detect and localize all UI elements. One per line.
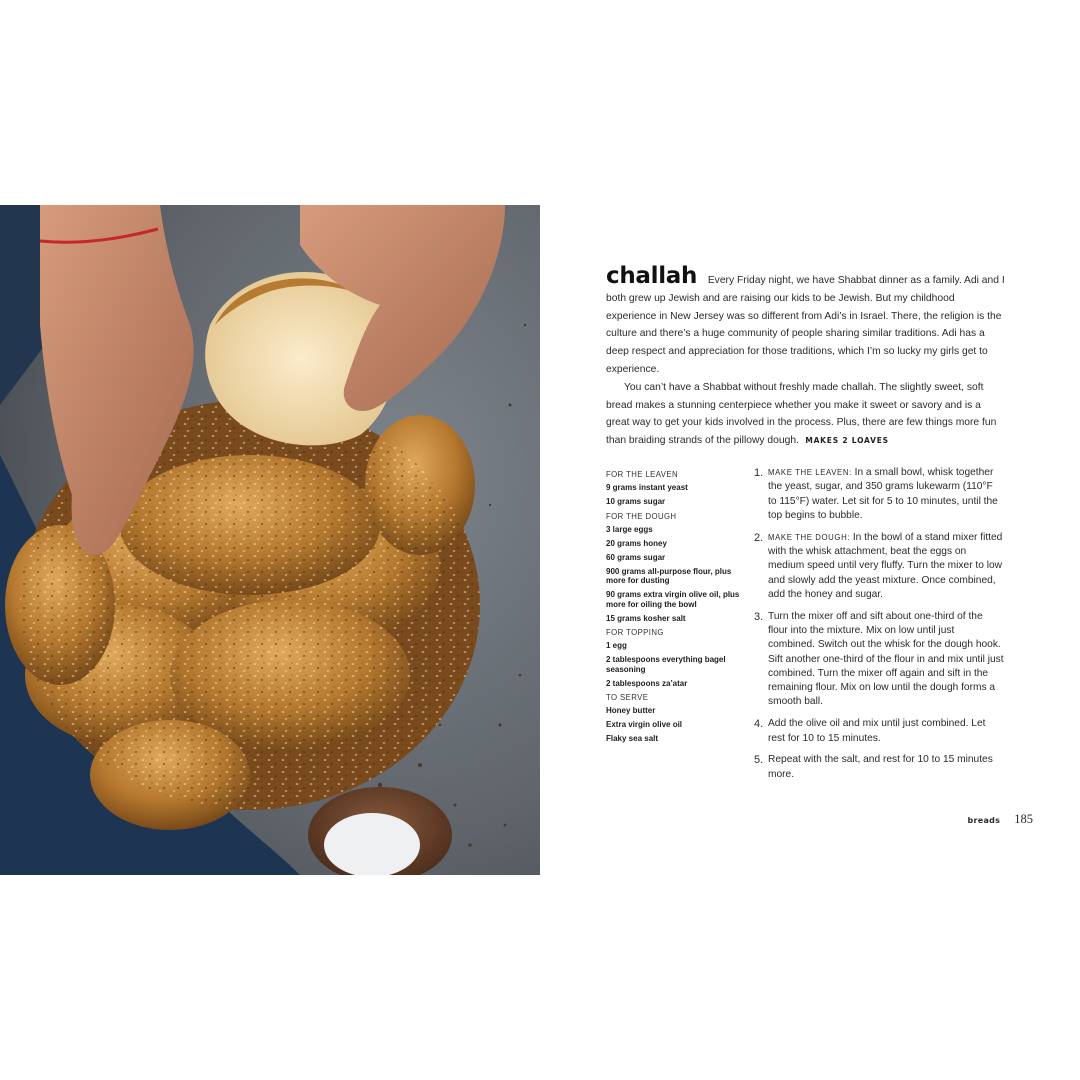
- ingredient-group-heading: FOR THE DOUGH: [606, 511, 677, 521]
- ingredients-list: [606, 470, 741, 749]
- section-name: breads: [967, 816, 1001, 825]
- ingredient-item: 2 tablespoons everything bagel seasoning: [606, 655, 726, 674]
- ingredient-group-leaven: [606, 470, 741, 507]
- ingredient-group-heading: FOR THE LEAVEN: [606, 470, 679, 479]
- step-text: Add the olive oil and mix until just combined. Let rest for 10 to 15 minutes.: [768, 718, 986, 744]
- ingredient-item: 15 grams kosher salt: [606, 613, 686, 623]
- method-steps: [754, 466, 1004, 789]
- step-text: In the bowl of a stand mixer fitted with the whisk attachment, beat the eggs on medium speed until very fluffy. Turn the mixer to low and slowly add the yeast mixture. Once combined, add the honey and sugar.: [768, 531, 1003, 600]
- ingredient-item: 1 egg: [606, 641, 627, 651]
- step-number: 2.: [754, 531, 764, 544]
- method-step: [754, 531, 1004, 602]
- step-lead: MAKE THE LEAVEN:: [768, 468, 855, 477]
- yield-label: MAKES 2 LOAVES: [801, 436, 889, 446]
- method-step: [754, 717, 1004, 746]
- ingredient-item: 20 grams honey: [606, 538, 667, 548]
- step-number: 1.: [754, 467, 764, 479]
- ingredient-item: 10 grams sugar: [606, 496, 666, 506]
- step-text: Repeat with the salt, and rest for 10 to 15 minutes more.: [768, 754, 993, 780]
- ingredient-group-dough: [606, 512, 741, 624]
- step-text: Turn the mixer off and sift about one-third of the flour into the mixture. Mix on low until just combined. Switch out the whisk for the dough hook. Sift another one-third of the flour in and mix until just combined. Turn the mixer off again and sift in the remaining flour. Mix on low until the dough forms a smooth ball.: [768, 610, 1004, 708]
- ingredient-item: 90 grams extra virgin olive oil, plus more for oiling the bowl: [606, 590, 740, 609]
- ingredient-item: 2 tablespoons za’atar: [606, 678, 688, 688]
- page-footer: [967, 812, 1033, 827]
- page-number: 185: [1014, 812, 1033, 826]
- recipe-intro-block: [606, 263, 1006, 450]
- intro-text-2: You can’t have a Shabbat without freshly made challah. The slightly sweet, soft bread makes a stunning centerpiece whether you make it sweet or savory and is a great way to get your kids involved in the process. Plus, there are few things more fun than braiding strands of the pillowy dough.: [606, 381, 997, 447]
- intro-text-1: Every Friday night, we have Shabbat dinner as a family. Adi and I both grew up Jewish and are raising our kids to be Jewish. But my childhood experience in New Jersey was so different from Adi’s in Israel. There, the religion is the culture and there’s a huge community of people sharing similar traditions. Adi has a deep respect and appreciation for those traditions, which I’m so lucky my girls get to experience.: [606, 275, 1005, 375]
- step-text: In a small bowl, whisk together the yeast, sugar, and 350 grams lukewarm (110°F to 115°F) water. Let sit for 5 to 10 minutes, until the top begins to bubble.: [768, 467, 998, 521]
- ingredient-item: 9 grams instant yeast: [606, 483, 688, 492]
- step-number: 5.: [754, 754, 764, 767]
- intro-paragraph-1: [606, 263, 1006, 379]
- step-number: 3.: [754, 610, 764, 623]
- ingredient-group-topping: [606, 628, 741, 688]
- ingredient-item: Honey butter: [606, 706, 656, 716]
- ingredient-item: Flaky sea salt: [606, 734, 659, 744]
- method-step: [754, 466, 1004, 523]
- recipe-title: challah: [606, 263, 705, 289]
- ingredient-item: Extra virgin olive oil: [606, 720, 683, 730]
- ingredient-group-heading: FOR TOPPING: [606, 628, 664, 638]
- step-lead: MAKE THE DOUGH:: [768, 532, 853, 542]
- ingredient-item: 900 grams all-purpose flour, plus more for dusting: [606, 566, 732, 586]
- intro-paragraph-2: [606, 379, 1006, 450]
- ingredient-item: 60 grams sugar: [606, 552, 666, 562]
- recipe-photo: [0, 205, 540, 875]
- method-step: [754, 753, 1004, 782]
- method-step: [754, 610, 1004, 710]
- step-number: 4.: [754, 718, 764, 731]
- ingredient-group-serve: [606, 693, 741, 744]
- ingredient-item: 3 large eggs: [606, 524, 653, 534]
- ingredient-group-heading: TO SERVE: [606, 693, 649, 703]
